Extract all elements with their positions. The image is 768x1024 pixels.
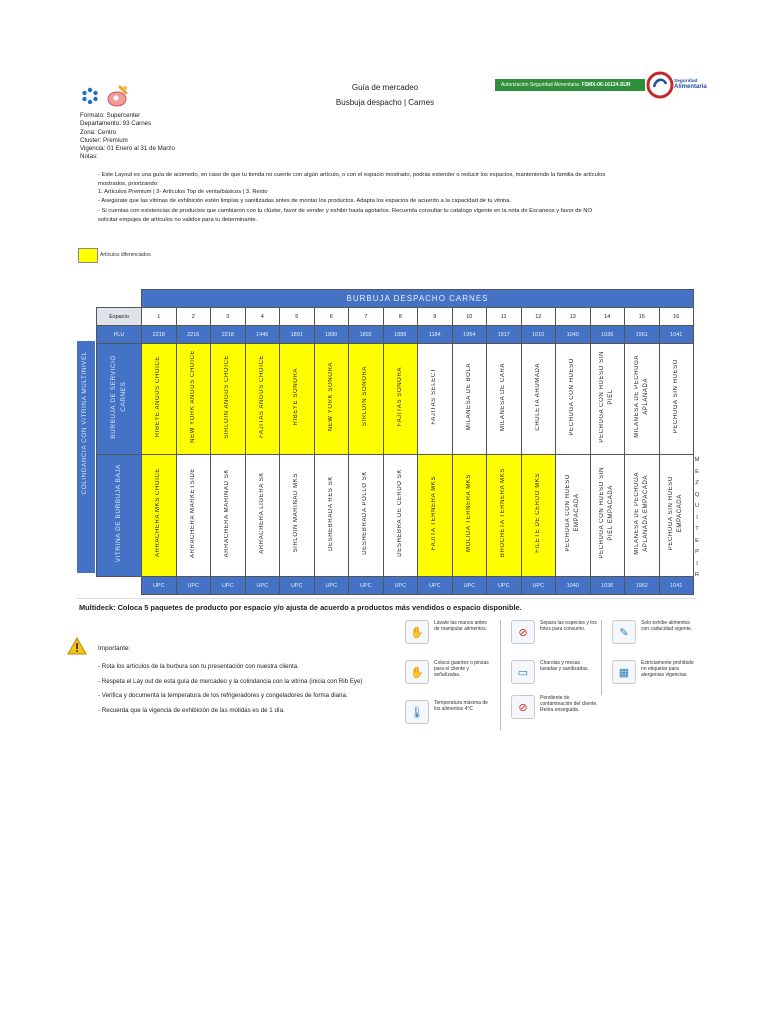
upc-cell: UPC xyxy=(211,577,246,595)
side-letter: I xyxy=(696,560,698,567)
product-name: NEW YORK SONORA xyxy=(327,361,334,432)
tips-divider xyxy=(500,620,501,730)
servicio-product-cell xyxy=(625,344,660,455)
tip-item xyxy=(511,660,598,684)
espacio-cell: 7 xyxy=(349,308,384,326)
plu-cell: 1041 xyxy=(659,326,694,344)
auth-label: Autorización Seguridad Alimentaria: xyxy=(501,82,582,88)
product-name: SIRLOIN MARINAD MKS xyxy=(293,473,300,553)
side-letter: T xyxy=(695,526,699,532)
product-name: ARRACHERA MARINAD SK xyxy=(224,468,231,558)
servicio-product-cell xyxy=(418,344,453,455)
product-name: BROCHETA TERNERA MKS xyxy=(500,468,507,558)
tip-text: Separa las especies y los fotos para consumo. xyxy=(540,620,597,633)
product-name: FILETE DE CERDO MKS xyxy=(534,473,541,553)
espacio-cell: 10 xyxy=(452,308,487,326)
servicio-product-cell xyxy=(314,344,349,455)
upc-cell: UPC xyxy=(314,577,349,595)
table-banner: BURBUJA DESPACHO CARNES xyxy=(142,290,694,308)
gloves-icon: ✋ xyxy=(405,660,429,684)
servicio-product-cell xyxy=(487,344,522,455)
food-safety-seal xyxy=(646,70,707,100)
espacio-cell: 3 xyxy=(211,308,246,326)
notes xyxy=(98,171,698,225)
upc-cell: UPC xyxy=(280,577,315,595)
espacio-cell: 12 xyxy=(521,308,556,326)
colindancia-text: COLINDANCIA CON VITRINA MULTINIVEL xyxy=(81,351,88,495)
seal-line-2: Alimentaria xyxy=(674,83,707,90)
expiry-icon: ✎ xyxy=(612,620,636,644)
servicio-side-text: BURBUJA DE SERVICIO CARNES xyxy=(110,354,127,439)
departamento: Departamento: 93 Carnes xyxy=(80,120,152,128)
upc-cell: UPC xyxy=(349,577,384,595)
baja-product-cell xyxy=(590,455,625,577)
upc-cell: 1041 xyxy=(659,577,694,595)
notas-label: Notas: xyxy=(80,153,98,161)
tip-item xyxy=(511,695,598,719)
side-letter: I xyxy=(696,514,698,521)
plu-cell: 2218 xyxy=(142,326,177,344)
note-line: - Este Layout es una guía de acomodo, en caso de que tu tienda no cuente con algún artículo, o con el espacio mostrado, podrás extender o reducir los espacios, manteniendo la familia de artículos xyxy=(98,172,606,178)
product-name: MILANESA DE PECHUGA APLANADA xyxy=(633,355,649,438)
trays-icon: ▭ xyxy=(511,660,535,684)
servicio-product-cell xyxy=(590,344,625,455)
tip-text: Estrictamente prohibido no etiquetar para alergenias vigencias. xyxy=(641,660,694,679)
baja-product-cell xyxy=(280,455,315,577)
important-title: Importante: xyxy=(98,645,131,652)
upc-cell: UPC xyxy=(245,577,280,595)
baja-product-cell xyxy=(659,455,694,577)
product-name: PECHUGA CON HUESO SIN PIEL EMPACADA xyxy=(599,467,615,559)
servicio-product-cell xyxy=(142,344,177,455)
baja-product-cell xyxy=(314,455,349,577)
tip-item xyxy=(511,620,598,644)
servicio-product-cell xyxy=(245,344,280,455)
servicio-product-cell xyxy=(659,344,694,455)
servicio-side-label xyxy=(97,344,142,455)
thermometer-icon: 🌡 xyxy=(405,700,429,724)
baja-product-cell xyxy=(452,455,487,577)
product-name: SIRLOIN ANGUS CHOICE xyxy=(224,354,231,439)
espacio-cell: 15 xyxy=(625,308,660,326)
tip-item xyxy=(612,620,699,644)
product-name: NEW YORK ANGUS CHOICE xyxy=(189,350,196,443)
contamination-icon: ⊘ xyxy=(511,695,535,719)
separate-icon: ⊘ xyxy=(511,620,535,644)
side-letter: U xyxy=(694,503,700,509)
baja-side-text: VITRINA DE BURBUJA BAJA xyxy=(115,463,122,563)
side-letter: P xyxy=(695,549,699,555)
upc-cell: UPC xyxy=(142,577,177,595)
auth-badge xyxy=(495,79,645,91)
servicio-product-cell xyxy=(280,344,315,455)
tip-text: Coloca guantes o pinzas para el cliente y señalízalas. xyxy=(434,660,489,679)
meat-icon xyxy=(104,84,130,108)
servicio-product-cell xyxy=(452,344,487,455)
upc-cell: 1962 xyxy=(625,577,660,595)
title-line-2: Busbuja despacho | Carnes xyxy=(335,98,435,107)
espacio-cell: 4 xyxy=(245,308,280,326)
seal-line-1: Seguridad xyxy=(674,79,698,84)
plu-cell: 1954 xyxy=(452,326,487,344)
important-item: - Rota los artículos de la burbura son tu presentación con nuestra clienta. xyxy=(98,663,299,670)
zona: Zona: Centro xyxy=(80,128,117,136)
upc-corner xyxy=(97,577,142,595)
baja-product-cell xyxy=(349,455,384,577)
important-item: - Verifica y documenta la temperatura de los refrigeradores y congeladores de forma diaria. xyxy=(98,692,348,699)
plu-label: PLU xyxy=(97,326,142,344)
tip-item xyxy=(405,660,492,684)
baja-product-cell xyxy=(521,455,556,577)
product-name: PECHUGA SIN HUESO xyxy=(672,359,679,434)
product-name: PECHUGA CON HUESO EMPACADA xyxy=(564,474,580,552)
tip-text: Solo exhibe alimentos con caducidad vigente. xyxy=(641,620,693,633)
espacio-cell: 14 xyxy=(590,308,625,326)
baja-side-label xyxy=(97,455,142,577)
product-name: MILANESA DE PECHUGA APLANADA EMPACADA xyxy=(633,471,649,555)
hand-wash-icon: ✋ xyxy=(405,620,429,644)
side-letter: E xyxy=(695,537,699,544)
baja-product-cell xyxy=(556,455,591,577)
plu-cell: 1890 xyxy=(314,326,349,344)
legend-swatch xyxy=(78,248,98,263)
important-item: - Recuerda que la vigencia de exhibición de las molidas es de 1 día. xyxy=(98,706,285,714)
corner-cell xyxy=(97,290,142,308)
plu-cell: 1010 xyxy=(521,326,556,344)
multideck-note: Multideck: Coloca 5 paquetes de producto por espacio y/o ajusta de acuerdo a productos más vendidos o espacio disponible. xyxy=(79,603,522,612)
note-line: mostrados, priorizando: xyxy=(98,180,159,187)
store-meta xyxy=(80,112,175,162)
product-name: RIBEYE ANGUS CHOICE xyxy=(155,355,162,438)
upc-cell: 1040 xyxy=(556,577,591,595)
product-name: MOLIDA TERNERA MKS xyxy=(465,473,472,553)
tip-text: Lávate las manos antes de manipular alimentos. xyxy=(434,620,488,633)
espacio-cell: 11 xyxy=(487,308,522,326)
tip-text: Temperatura máxima de los alimentos 4°C xyxy=(434,700,488,713)
note-line: - Si cuentas con existencias de productos que cambiaron con tu clúster, favor de vender y exhibir hasta agotarlos. Recuerda consultar tu catalogo vigente en la nota de Escaneos y favor de NO xyxy=(98,208,592,215)
vigencia: Vigencia: 01 Enero al 31 de Marzo xyxy=(80,145,175,153)
espacio-cell: 1 xyxy=(142,308,177,326)
title-line-1: Guía de mercadeo xyxy=(351,83,419,92)
plu-cell: 2218 xyxy=(211,326,246,344)
baja-product-cell xyxy=(176,455,211,577)
side-letter: Z xyxy=(695,480,699,486)
colindancia-label xyxy=(77,341,95,573)
layout-table xyxy=(96,289,694,595)
espacio-label: Espacio xyxy=(97,308,142,326)
note-line: - Asegúrate que las vitrinas de exhibición estén limpias y sanitizadas antes de montar los productos. Adapta los espacios de acuerdo a la capacidad de tu vitrina. xyxy=(98,197,512,204)
servicio-product-cell xyxy=(211,344,246,455)
servicio-product-cell xyxy=(521,344,556,455)
important-list xyxy=(98,660,363,718)
note-line: solicitar empujes de artículos no validos para tu determinante. xyxy=(98,216,258,223)
product-name: ARRACHERA MKS CHOICE xyxy=(155,468,162,558)
plu-cell: 1040 xyxy=(556,326,591,344)
espacio-cell: 16 xyxy=(659,308,694,326)
product-name: FAJITA TERNERA MKS xyxy=(431,475,438,551)
upc-cell: UPC xyxy=(521,577,556,595)
servicio-product-cell xyxy=(383,344,418,455)
product-name: ARRACHERA MARKETSIDE xyxy=(189,467,196,558)
important-item: - Respeta el Lay out de esta guía de mercadeo y la colindancia con la vitrina (inicia con Rib Eye) xyxy=(98,677,363,685)
formato: Formato: Supercenter xyxy=(80,112,141,119)
espacio-cell: 8 xyxy=(383,308,418,326)
product-name: SIRLOIN SONORA xyxy=(362,366,369,427)
product-name: FAJITAS SONORA xyxy=(396,366,403,427)
side-letter: E xyxy=(695,468,699,475)
spark-icon xyxy=(80,86,100,106)
side-letters xyxy=(692,455,702,582)
plu-cell: 1892 xyxy=(349,326,384,344)
plu-cell: 1446 xyxy=(245,326,280,344)
baja-product-cell xyxy=(625,455,660,577)
product-name: CHULETA AHUMADA xyxy=(534,362,541,431)
warning-icon xyxy=(67,637,87,655)
plu-cell: 1891 xyxy=(280,326,315,344)
product-name: DESHEBRA DE CERDO SK xyxy=(396,469,403,557)
upc-cell: UPC xyxy=(383,577,418,595)
plu-cell: 1961 xyxy=(625,326,660,344)
espacio-cell: 13 xyxy=(556,308,591,326)
product-name: ARRACHERA LIGERA SK xyxy=(258,472,265,554)
product-name: MILANESA DE BOLA xyxy=(465,362,472,431)
tip-text: Charolas y mesas lavadas y sanitizadas. xyxy=(540,660,589,673)
baja-product-cell xyxy=(418,455,453,577)
cluster: Cluster: Premium xyxy=(80,136,128,144)
upc-cell: UPC xyxy=(452,577,487,595)
side-letter: M xyxy=(694,457,700,463)
baja-product-cell xyxy=(245,455,280,577)
baja-product-cell xyxy=(211,455,246,577)
plu-cell: 1036 xyxy=(590,326,625,344)
product-name: FAJITAS SELECT xyxy=(431,368,438,425)
legend-label: Artículos diferenciados xyxy=(100,252,151,258)
plu-cell: 1917 xyxy=(487,326,522,344)
espacio-cell: 6 xyxy=(314,308,349,326)
upc-cell: UPC xyxy=(487,577,522,595)
servicio-product-cell xyxy=(176,344,211,455)
upc-cell: UPC xyxy=(418,577,453,595)
product-name: DESHEBRADA RES SK xyxy=(327,475,334,551)
note-line: 1. Artículos Premium | 2- Artículos Top de venta/básicos | 3. Resto xyxy=(98,189,268,196)
tips-panel xyxy=(405,620,695,730)
side-letter: Q xyxy=(694,491,700,498)
upc-cell: 1036 xyxy=(590,577,625,595)
plu-cell: 2216 xyxy=(176,326,211,344)
tips-divider xyxy=(601,620,602,695)
product-name: PECHUGA CON HUESO SIN PIEL xyxy=(599,350,615,443)
product-name: RIBEYE SONORA xyxy=(293,367,300,426)
baja-product-cell xyxy=(383,455,418,577)
baja-product-cell xyxy=(487,455,522,577)
guide-title xyxy=(300,80,470,110)
plu-cell: 1889 xyxy=(383,326,418,344)
espacio-cell: 2 xyxy=(176,308,211,326)
tip-item xyxy=(612,660,699,684)
product-name: DESHEBRADA POLLO SK xyxy=(362,471,369,555)
plu-cell: 1184 xyxy=(418,326,453,344)
allergen-icon: ▦ xyxy=(612,660,636,684)
product-name: FAJITAS ANGUS CHOICE xyxy=(258,355,265,438)
servicio-product-cell xyxy=(556,344,591,455)
upc-cell: UPC xyxy=(176,577,211,595)
auth-code: FSMX-06-16124-SUR xyxy=(581,82,631,88)
product-name: PECHUGA SIN HUESO EMPACADA xyxy=(668,475,684,551)
tip-item xyxy=(405,700,492,724)
product-name: MILANESA DE CARA xyxy=(500,362,507,431)
tip-item xyxy=(405,620,492,644)
product-name: PECHUGA CON HUESO xyxy=(569,357,576,436)
servicio-product-cell xyxy=(349,344,384,455)
espacio-cell: 5 xyxy=(280,308,315,326)
espacio-cell: 9 xyxy=(418,308,453,326)
baja-product-cell xyxy=(142,455,177,577)
side-letter: R xyxy=(694,572,700,578)
divider xyxy=(77,598,697,599)
tip-text: Pendiente de contaminación del cliente. Retira enseguida. xyxy=(540,695,598,714)
walmart-logo xyxy=(80,86,100,106)
